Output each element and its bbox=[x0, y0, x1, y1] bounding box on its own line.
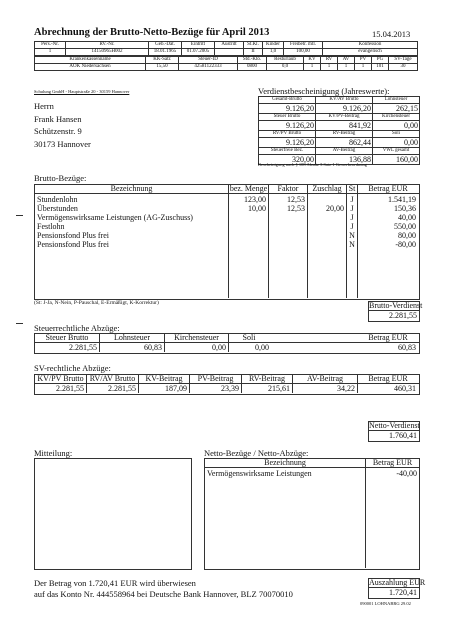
insurance-header-cell: RV bbox=[321, 57, 338, 64]
info-value-cell: 1 bbox=[35, 49, 66, 56]
insurance-header-cell: PV bbox=[355, 57, 372, 64]
annual-value: 9.126,20 bbox=[259, 104, 316, 114]
info-value-cell: 18.01.1965 bbox=[149, 49, 182, 56]
steuer-section-title: Steuerrechtliche Abzüge: bbox=[34, 323, 120, 333]
sv-header: RV-Beitrag bbox=[249, 374, 285, 383]
sv-section-title: SV-rechtliche Abzüge: bbox=[34, 363, 111, 373]
insurance-header-cell: Resturlaub bbox=[267, 57, 304, 64]
annual-note: Bescheinigung nach § 108 Absatz 3 Satz 1 Gewerbeordnung bbox=[258, 162, 367, 167]
sv-header: RV/AV Brutto bbox=[89, 374, 136, 383]
page-title: Abrechnung der Brutto-Netto-Bezüge für April 2013 bbox=[34, 27, 270, 38]
info-value-cell: 1,0 bbox=[263, 49, 284, 56]
insurance-header-cell: KV bbox=[304, 57, 321, 64]
steuer-value: 0,00 bbox=[255, 343, 269, 352]
info-value-cell: 01.07.2005 bbox=[182, 49, 215, 56]
brutto-row-betrag: 550,00 bbox=[394, 222, 416, 231]
brutto-header-st: St bbox=[348, 184, 356, 193]
brutto-row-name: Überstunden bbox=[37, 204, 78, 213]
brutto-row-name: Festlohn bbox=[37, 222, 65, 231]
brutto-section-title: Brutto-Bezüge: bbox=[34, 173, 87, 183]
insurance-header-cell: PG bbox=[372, 57, 389, 64]
annual-value: 9.126,20 bbox=[316, 104, 373, 114]
brutto-header-faktor: Faktor bbox=[277, 184, 299, 193]
sv-header: KV-Beitrag bbox=[145, 374, 183, 383]
tax-code-legend: (St: J-Ja, N-Nein, P-Pauschal, E-Ermäßigt, K-Korrektur) bbox=[34, 300, 159, 306]
annual-label: KV/PV-Beitrag bbox=[316, 114, 373, 121]
insurance-header-cell: KK-Satz bbox=[146, 57, 179, 64]
steuer-value: 0,00 bbox=[212, 343, 226, 352]
annual-value: 0,00 bbox=[373, 121, 420, 131]
annual-value: 262,15 bbox=[373, 104, 420, 114]
recipient-address bbox=[34, 100, 91, 150]
sv-header: KV/PV Brutto bbox=[37, 374, 84, 383]
brutto-row-st: J bbox=[350, 195, 354, 204]
brutto-row-menge: 10,00 bbox=[248, 204, 266, 213]
annual-value-row bbox=[259, 138, 420, 148]
brutto-row-betrag: 1.541,19 bbox=[388, 195, 416, 204]
sv-table bbox=[34, 374, 420, 395]
info-header-cell: Konfession bbox=[323, 42, 418, 49]
steuer-value: 2.281,55 bbox=[69, 343, 97, 352]
insurance-value-cell: 1 bbox=[338, 64, 355, 71]
brutto-row-st: J bbox=[350, 204, 354, 213]
annual-value: 862,44 bbox=[316, 138, 373, 148]
steuer-table bbox=[34, 333, 420, 354]
steuer-header: Betrag EUR bbox=[368, 333, 408, 342]
insurance-header-cell: Steuer-ID bbox=[179, 57, 238, 64]
brutto-total-label: Brutto-Verdienst bbox=[369, 301, 423, 310]
info-header-cell: Freibetr. mtl. bbox=[284, 42, 323, 49]
sv-value: 187,09 bbox=[165, 384, 187, 393]
sv-value: 23,39 bbox=[221, 384, 239, 393]
insurance-value-cell: 30 bbox=[389, 64, 418, 71]
brutto-row-name: Stundenlohn bbox=[37, 195, 78, 204]
insurance-value-cell: 1 bbox=[304, 64, 321, 71]
info-value-cell: evangelisch bbox=[323, 49, 418, 56]
annual-label: RV/PV Brutto bbox=[259, 131, 316, 138]
annual-value: 841,92 bbox=[316, 121, 373, 131]
netto-bezuege-header: Bezeichnung bbox=[264, 458, 306, 467]
annual-value: 136,88 bbox=[316, 155, 373, 165]
annual-label: AV-Beitrag bbox=[316, 148, 373, 155]
insurance-info-table bbox=[34, 56, 418, 71]
insurance-header-cell: SV-Tage bbox=[389, 57, 418, 64]
brutto-row-st: N bbox=[349, 231, 355, 240]
netto-total-box bbox=[368, 421, 420, 442]
brutto-total-box bbox=[368, 301, 423, 322]
sv-value: 460,31 bbox=[394, 384, 416, 393]
insurance-header-cell: AV bbox=[338, 57, 355, 64]
netto-bezuege-row-name: Vermögenswirksame Leistungen bbox=[207, 469, 312, 478]
steuer-value: 60,83 bbox=[398, 343, 416, 352]
annual-label: Kirchensteuer bbox=[373, 114, 420, 121]
payout-value: 1.720,41 bbox=[389, 588, 417, 597]
annual-label: RV-Beitrag bbox=[316, 131, 373, 138]
insurance-header-cell: Std.-Kto. bbox=[238, 57, 267, 64]
mitteilung-title: Mitteilung: bbox=[34, 448, 73, 458]
info-header-cell: RV.-Nr. bbox=[66, 42, 149, 49]
brutto-row-st: J bbox=[350, 213, 354, 222]
insurance-value-cell: 42581122333 bbox=[179, 64, 238, 71]
annual-label: VWL gesamt bbox=[373, 148, 420, 155]
address-line: Schützenstr. 9 bbox=[34, 126, 82, 136]
info-value-cell: 14150965H002 bbox=[66, 49, 149, 56]
annual-label-row bbox=[259, 131, 420, 138]
brutto-header-menge: bez. Menge bbox=[229, 184, 268, 193]
brutto-row-zuschlag: 20,00 bbox=[326, 204, 344, 213]
insurance-value-row bbox=[35, 64, 418, 71]
annual-value: 9.126,20 bbox=[259, 121, 316, 131]
annual-value: 0,00 bbox=[373, 138, 420, 148]
annual-label: Lohnsteuer bbox=[373, 97, 420, 104]
transfer-note-line2: auf das Konto Nr. 444558964 bei Deutsche Bank Hannover, BLZ 70070010 bbox=[34, 589, 293, 599]
netto-bezuege-title: Netto-Bezüge / Netto-Abzüge: bbox=[204, 448, 309, 458]
brutto-header-betrag: Betrag EUR bbox=[368, 184, 408, 193]
brutto-row-name: Pensionsfond Plus frei bbox=[37, 240, 109, 249]
annual-value: 160,00 bbox=[373, 155, 420, 165]
sv-value: 34,22 bbox=[337, 384, 355, 393]
steuer-header: Steuer Brutto bbox=[45, 333, 89, 342]
annual-value-row bbox=[259, 104, 420, 114]
annual-value-row bbox=[259, 121, 420, 131]
info-header-cell: Kinder bbox=[263, 42, 284, 49]
insurance-value-cell: 101 bbox=[372, 64, 389, 71]
netto-total-label: Netto-Verdienst bbox=[369, 421, 420, 430]
brutto-row-faktor: 12,53 bbox=[287, 195, 305, 204]
netto-bezuege-row-betrag: -40,00 bbox=[396, 469, 417, 478]
info-value-cell: 100,00 bbox=[284, 49, 323, 56]
annual-values-title: Verdienstbescheinigung (Jahreswerte): bbox=[258, 86, 390, 96]
brutto-row-name: Vermögenswirksame Leistungen (AG-Zuschuss) bbox=[37, 213, 193, 222]
info-header-cell: Pers.-Nr. bbox=[35, 42, 66, 49]
insurance-value-cell: 1 bbox=[321, 64, 338, 71]
brutto-row-betrag: 80,00 bbox=[398, 231, 416, 240]
brutto-row-betrag: 150,36 bbox=[394, 204, 416, 213]
address-line: Herrn bbox=[34, 101, 54, 111]
payout-label: Auszahlung EUR bbox=[369, 578, 426, 587]
netto-bezuege-table bbox=[204, 458, 420, 570]
annual-value: 320,00 bbox=[259, 155, 316, 165]
annual-label-row bbox=[259, 114, 420, 121]
insurance-value-cell: 0,0 bbox=[267, 64, 304, 71]
annual-values-table bbox=[258, 96, 420, 165]
info-value-cell: II bbox=[244, 49, 263, 56]
employee-info-table bbox=[34, 41, 418, 56]
brutto-row-st: N bbox=[349, 240, 355, 249]
insurance-value-cell: 0800 bbox=[238, 64, 267, 71]
annual-label: Steuerfreie Bez. bbox=[259, 148, 316, 155]
info-value-cell bbox=[215, 49, 244, 56]
fold-mark bbox=[16, 215, 23, 216]
netto-bezuege-header: Betrag EUR bbox=[372, 458, 413, 467]
address-line: 30173 Hannover bbox=[34, 138, 91, 149]
steuer-value: 60,83 bbox=[144, 343, 162, 352]
insurance-header-cell: Krankenkassenname bbox=[35, 57, 146, 64]
info-value-row bbox=[35, 49, 418, 56]
insurance-value-cell: AOK Niedersachsen bbox=[35, 64, 146, 71]
brutto-row-betrag: 40,00 bbox=[398, 213, 416, 222]
insurance-value-cell: 15,50 bbox=[146, 64, 179, 71]
sv-value: 2.281,55 bbox=[108, 384, 136, 393]
insurance-value-cell: 1 bbox=[355, 64, 372, 71]
sv-value: 215,61 bbox=[268, 384, 290, 393]
sv-header: Betrag EUR bbox=[368, 374, 408, 383]
document-date: 15.04.2013 bbox=[372, 29, 411, 39]
annual-label-row bbox=[259, 97, 420, 104]
brutto-row-st: J bbox=[350, 222, 354, 231]
netto-total-value: 1.760,41 bbox=[389, 431, 417, 440]
brutto-row-betrag: -80,00 bbox=[395, 240, 416, 249]
brutto-total-value: 2.281,55 bbox=[389, 311, 417, 320]
mitteilung-box bbox=[34, 458, 192, 570]
sv-header: AV-Beitrag bbox=[307, 374, 343, 383]
annual-value: 9.126,20 bbox=[259, 138, 316, 148]
payout-box bbox=[368, 578, 426, 599]
info-header-cell: St.Kl. bbox=[244, 42, 263, 49]
annual-label-row bbox=[259, 148, 420, 155]
annual-label: Steuer Brutto bbox=[259, 114, 316, 121]
sv-value: 2.281,55 bbox=[56, 384, 84, 393]
brutto-header-zuschlag: Zuschlag bbox=[312, 184, 342, 193]
annual-label: Gesamt-Brutto bbox=[259, 97, 316, 104]
steuer-header: Lohnsteuer bbox=[114, 333, 150, 342]
info-header-cell: Geb.-Dat. bbox=[149, 42, 182, 49]
transfer-note-line1: Der Betrag von 1.720,41 EUR wird überwiesen bbox=[34, 578, 196, 588]
steuer-header: Soli bbox=[242, 333, 256, 342]
brutto-table bbox=[34, 184, 420, 300]
annual-label: KV/AV Brutto bbox=[316, 97, 373, 104]
brutto-row-name: Pensionsfond Plus frei bbox=[37, 231, 109, 240]
fold-mark bbox=[16, 323, 23, 324]
annual-label: Soli bbox=[373, 131, 420, 138]
info-header-cell: Eintritt bbox=[182, 42, 215, 49]
info-header-row bbox=[35, 42, 418, 49]
sender-line: Schulung GmbH - Hauptstraße 20 - 30159 Hannover bbox=[34, 89, 130, 94]
address-line: Frank Hansen bbox=[34, 113, 82, 124]
insurance-header-row bbox=[35, 57, 418, 64]
brutto-header-bezeichnung: Bezeichnung bbox=[110, 184, 153, 193]
steuer-header: Kirchensteuer bbox=[174, 333, 219, 342]
brutto-row-menge: 123,00 bbox=[244, 195, 266, 204]
info-header-cell: Austritt bbox=[215, 42, 244, 49]
sv-header: PV-Beitrag bbox=[197, 374, 234, 383]
document-code: 090001 LOHNABRG 29.02 bbox=[360, 601, 411, 606]
brutto-row-faktor: 12,53 bbox=[287, 204, 305, 213]
